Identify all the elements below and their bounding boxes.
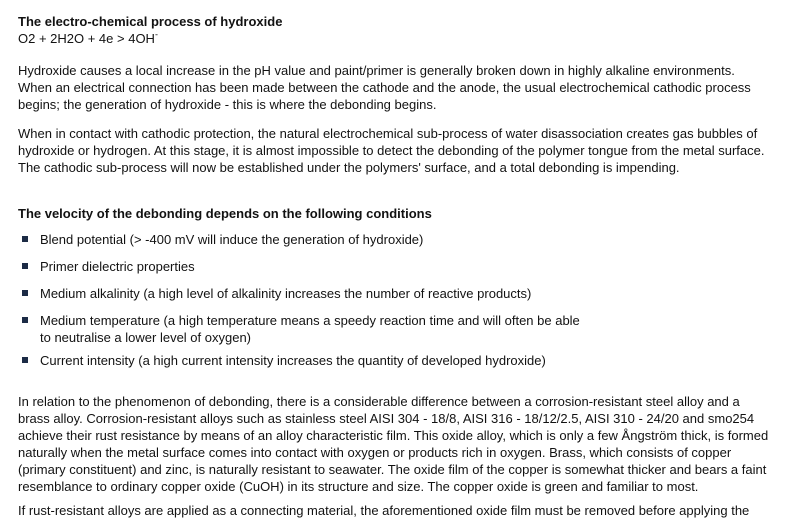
text-line: achieve their rust resistance by means of an alloy characteristic film. This oxide alloy, which is only a few Ångström thick, is formed [18,428,769,443]
text-line: hydroxide or hydrogen. At this stage, it is almost impossible to detect the debonding of the polymer tongue from the metal surface. [18,143,765,158]
bullet-text [40,231,777,248]
text-line: resemblance to ordinary copper oxide (CuOH) in its structure and size. The copper oxide is green and familiar to most. [18,479,699,494]
formula-body: O2 + 2H2O + 4e > 4OH [18,31,155,46]
text-line: Current intensity (a high current intensity increases the quantity of developed hydroxide) [40,353,546,368]
bullet-text [40,352,777,369]
text-line: brass alloy. Corrosion-resistant alloys such as stainless steel AISI 304 - 18/8, AISI 316 - 18/12/2.5, AISI 310 - 24/20 and smo254 [18,411,755,426]
bullet-item-medium-alkalinity [18,285,777,302]
text-line: If rust-resistant alloys are applied as a connecting material, the aforementioned oxide film must be removed before applying the [18,503,750,518]
square-bullet-icon [22,236,28,242]
text-line: In relation to the phenomenon of debonding, there is a considerable difference between a corrosion-resistant steel alloy and a [18,394,740,409]
text-line: Medium temperature (a high temperature means a speedy reaction time and will often be able [40,313,580,328]
conditions-bullet-list [18,231,777,369]
paragraph-cathodic-protection [18,125,777,176]
paragraph-hydroxide-ph [18,62,777,113]
bullet-item-medium-temperature [18,312,777,346]
paragraph-rust-resistant-cutoff [18,502,777,519]
square-bullet-icon [22,290,28,296]
square-bullet-icon [22,263,28,269]
text-line: When in contact with cathodic protection, the natural electrochemical sub-process of water disassociation creates gas bubbles of [18,126,758,141]
bullet-item-blend-potential [18,231,777,248]
text-line: Hydroxide causes a local increase in the pH value and paint/primer is generally broken down in highly alkaline environments. [18,63,735,78]
text-line: begins; the generation of hydroxide - this is where the debonding begins. [18,97,437,112]
section-heading-electrochemical-process: The electro-chemical process of hydroxide [18,14,283,29]
formula-superscript-minus: - [154,29,158,40]
text-line: naturally when the metal surface comes into contact with oxygen or products rich in oxygen. Brass, which consists of copper [18,445,732,460]
chemical-formula [18,30,777,47]
bullet-item-primer-dielectric [18,258,777,275]
bullet-text [40,258,777,275]
text-line: The cathodic sub-process will now be established under the polymers' surface, and a total debonding is impending. [18,160,680,175]
section-heading-debonding-velocity: The velocity of the debonding depends on the following conditions [18,206,432,221]
text-line: Blend potential (> -400 mV will induce the generation of hydroxide) [40,232,424,247]
text-line: to neutralise a lower level of oxygen) [40,330,252,345]
text-line: (primary constituent) and zinc, is naturally resistant to seawater. The oxide film of the copper is somewhat thicker and bears a faint [18,462,767,477]
bullet-text [40,285,777,302]
bullet-item-current-intensity [18,352,777,369]
text-line: Primer dielectric properties [40,259,195,274]
text-line: When an electrical connection has been made between the cathode and the anode, the usual electrochemical cathodic process [18,80,751,95]
paragraph-alloy-comparison [18,393,777,495]
text-line: Medium alkalinity (a high level of alkalinity increases the number of reactive products) [40,286,532,301]
bullet-text [40,312,777,346]
square-bullet-icon [22,317,28,323]
square-bullet-icon [22,357,28,363]
